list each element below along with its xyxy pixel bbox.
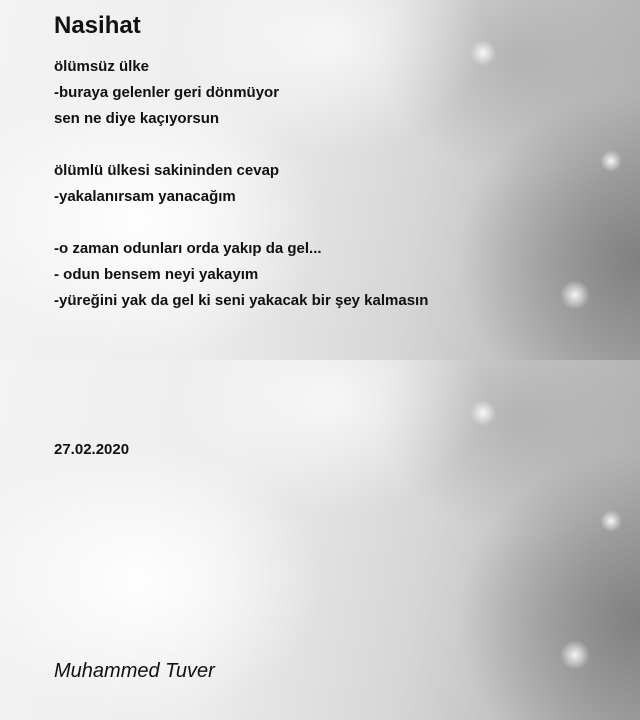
poem-body [54, 54, 428, 314]
poem-line-blank [54, 132, 428, 158]
sparkle-decoration [470, 400, 496, 426]
poem-line: -yakalanırsam yanacağım [54, 188, 236, 205]
sparkle-decoration [600, 510, 622, 532]
sparkle-decoration [560, 280, 590, 310]
poem-line: - odun bensem neyi yakayım [54, 266, 259, 283]
meta-panel [0, 360, 640, 720]
poem-line: ölümlü ülkesi sakininden cevap [54, 162, 280, 179]
sparkle-decoration [600, 150, 622, 172]
poem-line-blank [54, 210, 428, 236]
poem-title: Nasihat [54, 12, 141, 39]
poem-line: sen ne diye kaçıyorsun [54, 110, 220, 127]
poem-line: -yüreğini yak da gel ki seni yakacak bir şey kalmasın [54, 292, 429, 309]
poem-date: 27.02.2020 [54, 441, 130, 458]
sparkle-decoration [470, 40, 496, 66]
poem-line: -o zaman odunları orda yakıp da gel... [54, 240, 322, 257]
poem-line: -buraya gelenler geri dönmüyor [54, 84, 280, 101]
sparkle-decoration [560, 640, 590, 670]
poem-author: Muhammed Tuver [54, 660, 215, 682]
poem-line: ölümsüz ülke [54, 58, 150, 75]
